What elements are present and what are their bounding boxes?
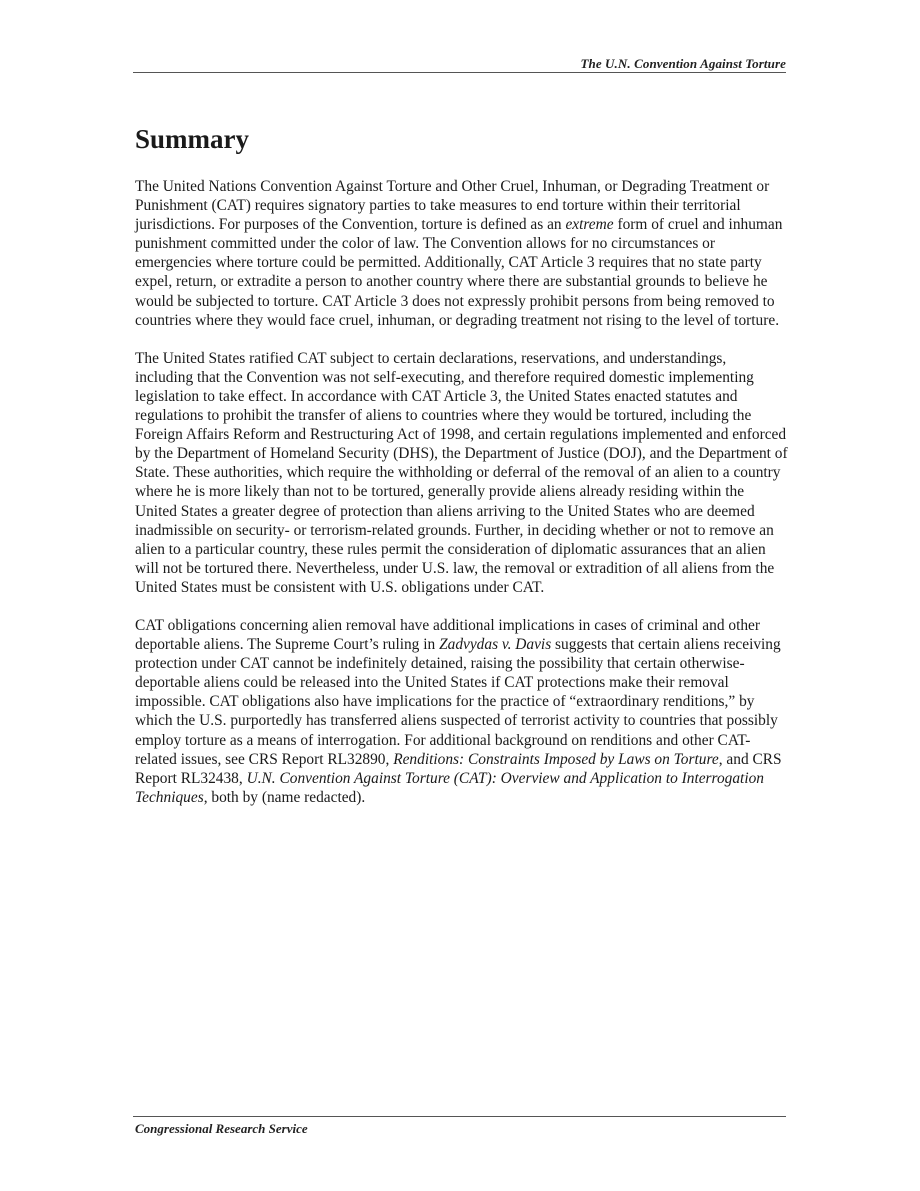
running-footer-organization: Congressional Research Service — [135, 1121, 308, 1136]
case-citation: Zadvydas v. Davis — [439, 636, 552, 654]
footer-divider — [133, 1116, 786, 1117]
emphasis-extreme: extreme — [565, 216, 614, 234]
paragraph-3-text-a: CAT obligations concerning alien removal have additional implications in cases of criminal and other deportable aliens. The Supreme Court’s ruling in — [135, 616, 761, 654]
running-header-title: The U.N. Convention Against Torture — [580, 56, 786, 71]
paragraph-1 — [135, 177, 788, 330]
report-title-renditions: Renditions: Constraints Imposed by Laws on Torture — [393, 750, 719, 768]
report-title-cat-overview: U.N. Convention Against Torture (CAT): Overview and Application to Interrogation Techniques — [135, 769, 764, 806]
paragraph-3-text-b: suggests that certain aliens receiving protection under CAT cannot be indefinitely detained, raising the possibility that certain otherwise-deportable aliens could be released into the United States if CAT protections make their removal impossible. CAT obligations also have implications for the practice of “extraordinary renditions,” by which the U.S. purportedly has transferred aliens suspected of terrorist activity to countries that possibly employ torture as a means of interrogation. For additional background on renditions and other CAT-related issues, see CRS Report RL32890, — [135, 636, 781, 768]
section-title: Summary — [135, 124, 249, 154]
paragraph-3 — [135, 616, 788, 807]
paragraph-1-text-b: form of cruel and inhuman punishment committed under the color of law. The Convention allows for no circumstances or emergencies where torture could be permitted. Additionally, CAT Article 3 requires that no state party expel, return, or extradite a person to another country where there are substantial grounds to believe he would be subjected to torture. CAT Article 3 does not expressly prohibit persons from being removed to countries where they would face cruel, inhuman, or degrading treatment not rising to the level of torture. — [135, 216, 783, 329]
paragraph-1-text-a: The United Nations Convention Against Torture and Other Cruel, Inhuman, or Degrading Treatment or Punishment (CAT) requires signatory parties to take measures to end torture within their territorial jurisdictions. For purposes of the Convention, torture is defined as an — [135, 178, 770, 234]
paragraph-2: The United States ratified CAT subject to certain declarations, reservations, and understandings, including that the Convention was not self-executing, and therefore required domestic implementing legislation to take effect. In accordance with CAT Article 3, the United States enacted statutes and regulations to prohibit the transfer of aliens to countries where they would be tortured, including the Foreign Affairs Reform and Restructuring Act of 1998, and certain regulations implemented and enforced by the Department of Homeland Security (DHS), the Department of Justice (DOJ), and the Department of State. These authorities, which require the withholding or deferral of the removal of an alien to a country where he is more likely than not to be tortured, generally provide aliens already residing within the United States a greater degree of protection than aliens arriving to the United States who are deemed inadmissible on security- or terrorism-related grounds. Further, in deciding whether or not to remove an alien to a particular country, these rules permit the consideration of diplomatic assurances that an alien will not be tortured there. Nevertheless, under U.S. law, the removal or extradition of all aliens from the United States must be consistent with U.S. obligations under CAT. — [135, 349, 788, 596]
header-divider — [133, 72, 786, 73]
paragraph-3-text-c: , and CRS Report RL32438, — [135, 750, 782, 787]
summary-body — [135, 177, 788, 826]
paragraph-3-text-d: , both by (name redacted). — [203, 788, 366, 806]
